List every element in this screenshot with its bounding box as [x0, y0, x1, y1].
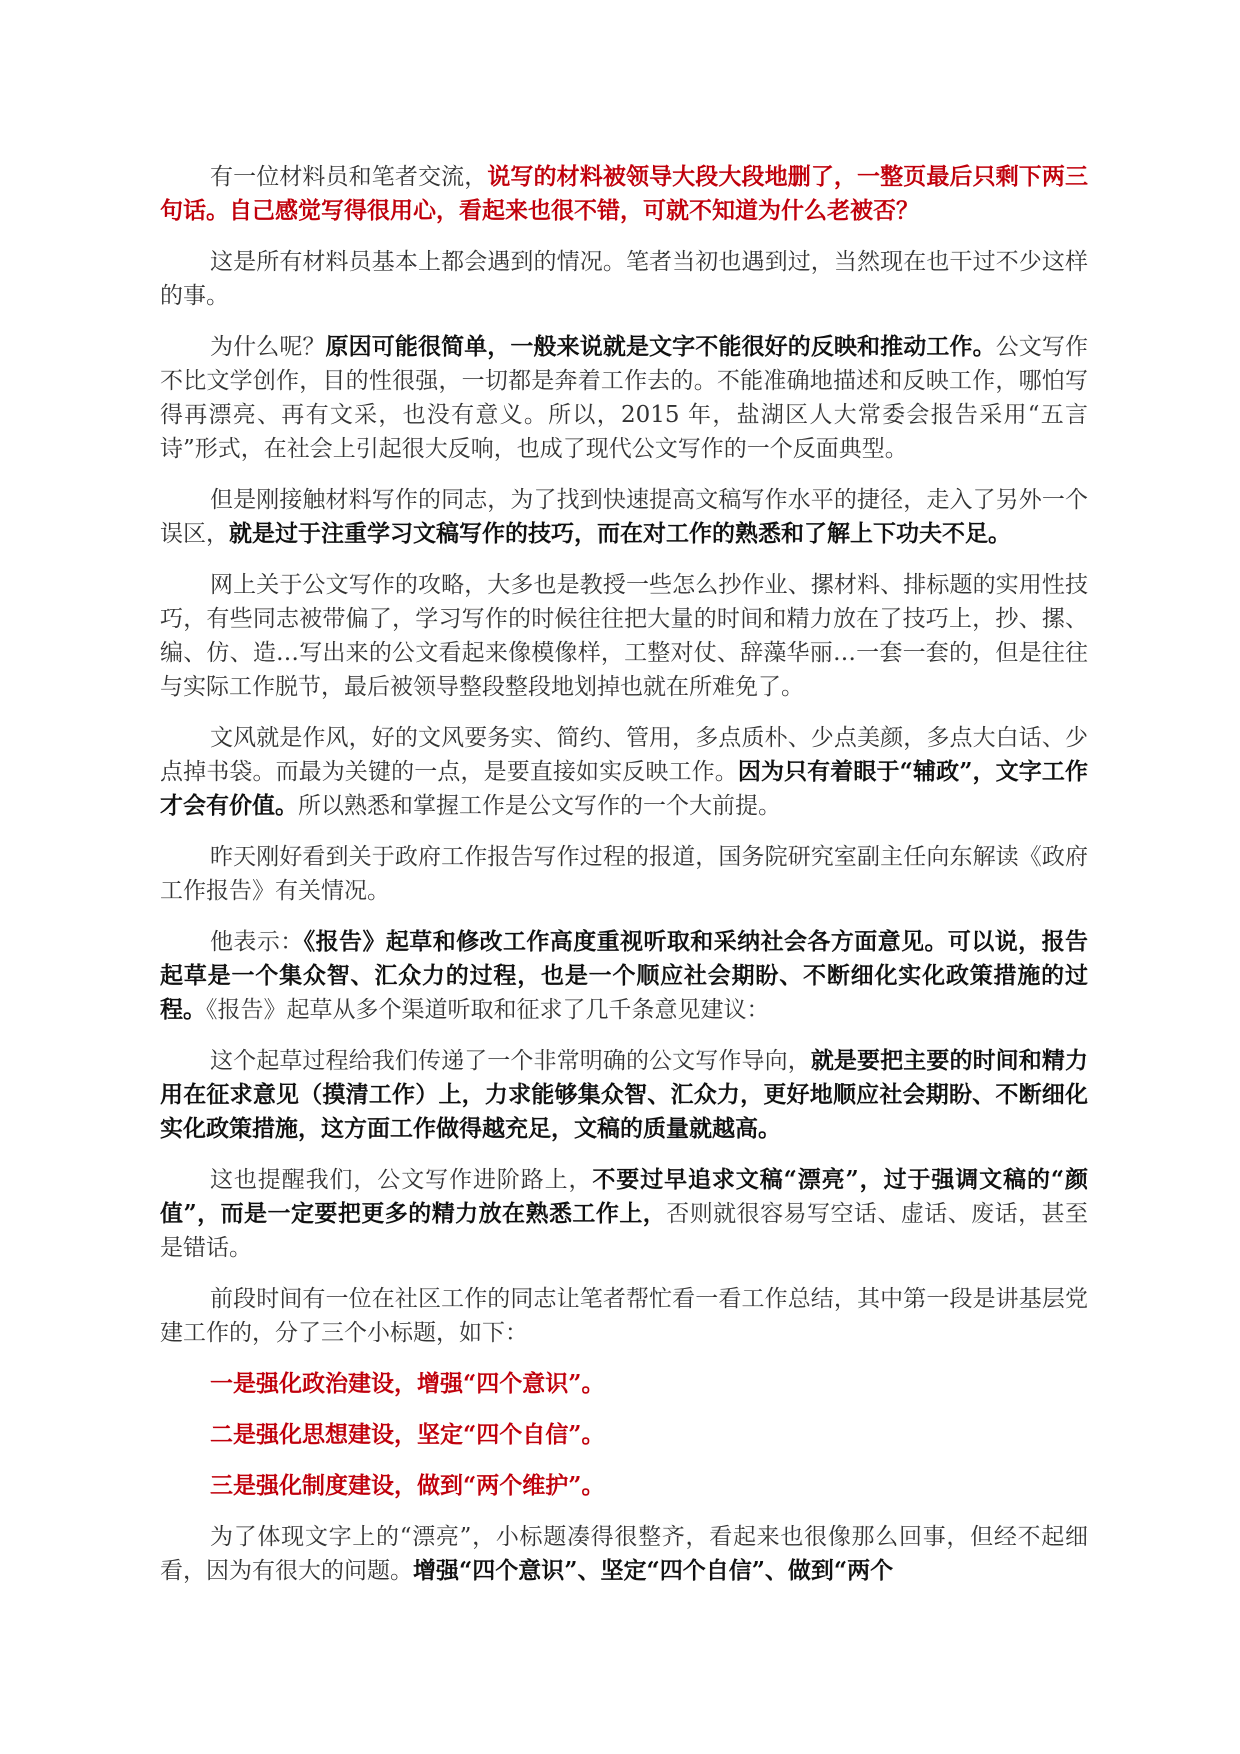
paragraph: [160, 1469, 1088, 1503]
text-segment-normal: 前段时间有一位在社区工作的同志让笔者帮忙看一看工作总结，其中第一段是讲基层党建工作的，分了三个小标题，如下：: [160, 1286, 1088, 1346]
paragraph: [160, 925, 1088, 1027]
text-segment-normal: 但是刚接触材料写作的同志，为了找到快速提高文稿写作水平的捷径，走入了另外一个误区，: [160, 487, 1088, 547]
text-segment-normal: 文风就是作风，好的文风要务实、简约、管用，多点质朴、少点美颜，多点大白话、少点掉书袋。而最为关键的一点，是要直接如实反映工作。: [160, 725, 1088, 785]
text-segment-bold: 因为只有着眼于“辅政”，文字工作才会有价值。: [160, 758, 1089, 819]
text-segment-bold: 原因可能很简单，一般来说就是文字不能很好的反映和推动工作。: [325, 333, 996, 360]
text-segment-red: 说写的材料被领导大段大段地删了，一整页最后只剩下两三句话。自己感觉写得很用心，看起来也很不错，可就不知道为什么老被否？: [160, 163, 1089, 224]
text-segment-normal: 网上关于公文写作的攻略，大多也是教授一些怎么抄作业、摞材料、排标题的实用性技巧，有些同志被带偏了，学习写作的时候往往把大量的时间和精力放在了技巧上，抄、摞、编、仿、造…写出来的公文看起来像模像样，工整对仗、辞藻华丽…一套一套的，但是往往与实际工作脱节，最后被领导整段整段地划掉也就在所难免了。: [160, 572, 1088, 700]
document-page: [160, 160, 1088, 1605]
text-segment-bold: 增强“四个意识”、坚定“四个自信”、做到“两个: [413, 1557, 894, 1584]
text-segment-normal: 这个起草过程给我们传递了一个非常明确的公文写作导向，: [210, 1048, 811, 1074]
paragraph: [160, 483, 1088, 551]
text-segment-normal: 他表示：: [210, 929, 304, 955]
text-segment-red: 一是强化政治建设，增强“四个意识”。: [210, 1370, 605, 1397]
paragraph: [160, 1367, 1088, 1401]
text-segment-normal: 这是所有材料员基本上都会遇到的情况。笔者当初也遇到过，当然现在也干过不少这样的事。: [160, 249, 1088, 309]
paragraph: [160, 1044, 1088, 1146]
paragraph: [160, 160, 1088, 228]
text-segment-normal: 这也提醒我们，公文写作进阶路上，: [210, 1167, 593, 1193]
paragraph: [160, 840, 1088, 908]
text-segment-normal: 为了体现文字上的“漂亮”，小标题凑得很整齐，看起来也很像那么回事，但经不起细看，因为有很大的问题。: [160, 1524, 1088, 1584]
paragraph: [160, 568, 1088, 704]
paragraph: [160, 721, 1088, 823]
text-segment-bold: 就是要把主要的时间和精力用在征求意见（摸清工作）上，力求能够集众智、汇众力，更好地顺应社会期盼、不断细化实化政策措施，这方面工作做得越充足，文稿的质量就越高。: [160, 1047, 1089, 1142]
text-segment-bold: 不要过早追求文稿“漂亮”，过于强调文稿的“颜值”，而是一定要把更多的精力放在熟悉工作上，: [160, 1166, 1088, 1227]
paragraph: [160, 1163, 1088, 1265]
text-segment-normal: 有一位材料员和笔者交流，: [210, 164, 488, 190]
text-segment-red: 三是强化制度建设，做到“两个维护”。: [210, 1472, 605, 1499]
paragraph: [160, 330, 1088, 466]
text-segment-normal: 否则就很容易写空话、虚话、废话，甚至是错话。: [160, 1201, 1089, 1261]
paragraph: [160, 1418, 1088, 1452]
paragraph: [160, 1282, 1088, 1350]
text-segment-bold: 《报告》起草和修改工作高度重视听取和采纳社会各方面意见。可以说，报告起草是一个集众智、汇众力的过程，也是一个顺应社会期盼、不断细化实化政策措施的过程。: [160, 928, 1089, 1023]
text-segment-normal: 公文写作不比文学创作，目的性很强，一切都是奔着工作去的。不能准确地描述和反映工作，哪怕写得再漂亮、再有文采，也没有意义。所以，2015 年，盐湖区人大常委会报告采用“五言诗”形式，在社会上引起很大反响，也成了现代公文写作的一个反面典型。: [160, 334, 1089, 462]
text-segment-bold: 就是过于注重学习文稿写作的技巧，而在对工作的熟悉和了解上下功夫不足。: [229, 520, 1011, 547]
text-segment-normal: 为什么呢？: [210, 334, 326, 360]
paragraph: [160, 245, 1088, 313]
paragraph: [160, 1520, 1088, 1588]
text-segment-normal: 昨天刚好看到关于政府工作报告写作过程的报道，国务院研究室副主任向东解读《政府工作报告》有关情况。: [160, 844, 1088, 904]
text-segment-red: 二是强化思想建设，坚定“四个自信”。: [210, 1421, 605, 1448]
text-segment-normal: 所以熟悉和掌握工作是公文写作的一个大前提。: [298, 793, 781, 819]
text-segment-normal: 《报告》起草从多个渠道听取和征求了几千条意见建议：: [206, 997, 770, 1023]
